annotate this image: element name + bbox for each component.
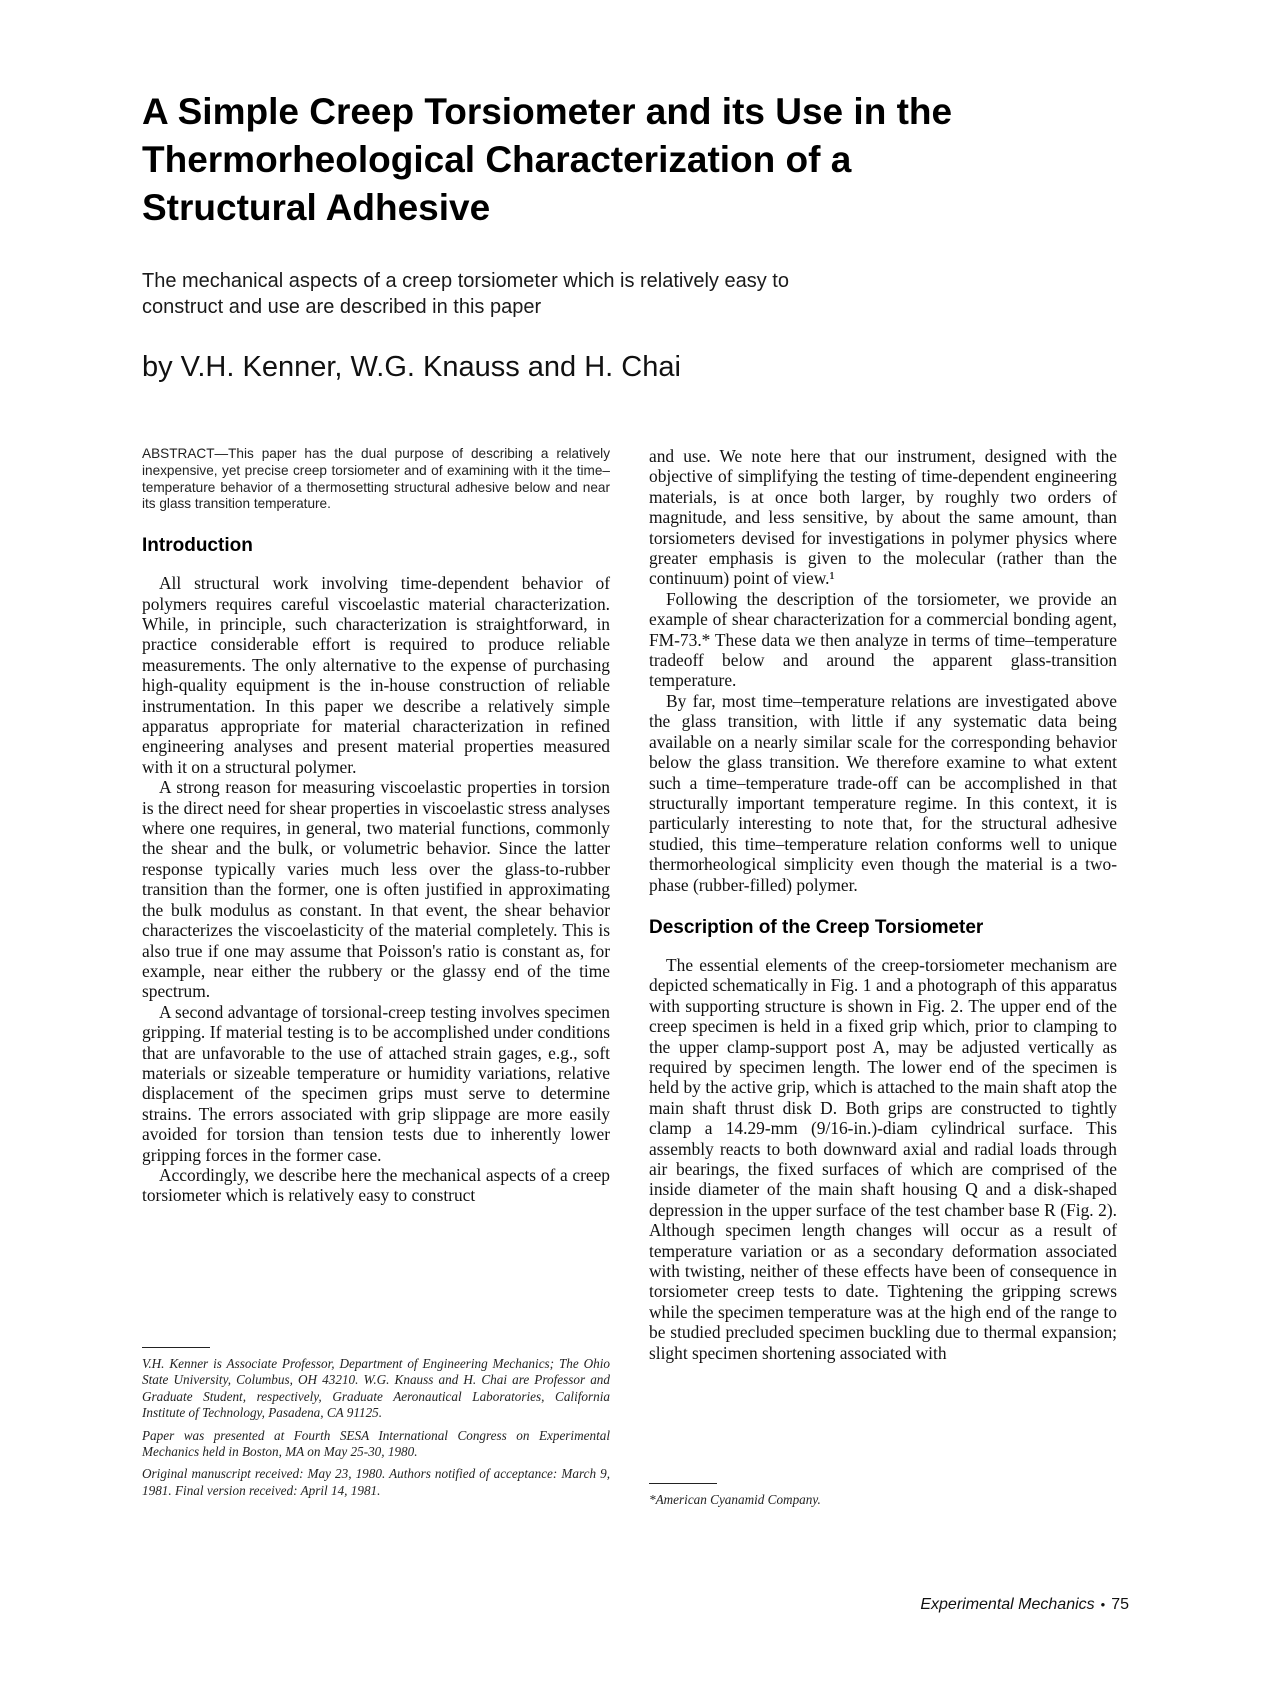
company-footnote: [649, 1483, 1117, 1514]
body-paragraph: The essential elements of the creep-torsiometer mechanism are depicted schematically in Fig. 1 and a photograph of this apparatus with supporting structure is shown in Fig. 2. The upper end of the creep specimen is held in a fixed grip which, prior to clamping to the upper clamp-support post A, may be adjusted vertically as required by specimen length. The lower end of the specimen is held by the active grip, which is attached to the main shaft atop the main shaft thrust disk D. Both grips are constructed to tightly clamp a 14.29-mm (9/16-in.)-diam cylindrical surface. This assembly reacts to both downward axial and radial loads through air bearings, the fixed surfaces of which are comprised of the inside diameter of the main shaft housing Q and a disk-shaped depression in the upper surface of the test chamber base R (Fig. 2). Although specimen length changes will occur as a result of temperature variation or as a secondary deformation associated with twisting, neither of these effects have been of consequence in torsiometer creep tests to date. Tightening the gripping screws while the specimen temperature was at the high end of the range to be studied precluded specimen buckling due to thermal expansion; slight specimen shortening associated with: [649, 954, 1117, 1363]
bullet-separator: •: [1100, 1597, 1106, 1612]
page-footer: [920, 1596, 1129, 1614]
body-paragraph: Following the description of the torsiometer, we provide an example of shear characterization for a commercial bonding agent, FM-73.* These data we then analyze in terms of time–temperature tradeoff below and around the apparent glass-transition temperature.: [649, 588, 1117, 691]
body-paragraph: All structural work involving time-dependent behavior of polymers requires careful viscoelastic material characterization. While, in principle, such characterization is straightforward, in practice considerable effort is required to produce reliable measurements. The only alternative to the expense of purchasing high-quality equipment is the in-house construction of reliable instrumentation. In this paper we describe a relatively simple apparatus appropriate for material characterization in refined engineering analyses and present material properties measured with it on a structural polymer.: [142, 573, 610, 777]
article-title: A Simple Creep Torsiometer and its Use in the Thermorheological Characterization of a Structural Adhesive: [142, 91, 953, 228]
body-paragraph: By far, most time–temperature relations are investigated above the glass transition, with little if any systematic data being available on a nearly similar scale for the corresponding behavior below the glass transition. We therefore examine to what extent such a time–temperature trade-off can be accomplished in that structurally important temperature regime. In this context, it is particularly interesting to note that, for the structural adhesive studied, this time–temperature relation conforms well to unique thermorheological simplicity even though the material is a two-phase (rubber-filled) polymer.: [649, 690, 1117, 895]
page-number: 75: [1111, 1596, 1129, 1613]
footnote-manuscript-dates: Original manuscript received: May 23, 1980. Authors notified of acceptance: March 9, 1981. Final version received: April 14, 1981.: [142, 1466, 610, 1498]
footnote-divider: [142, 1347, 210, 1348]
author-byline: by V.H. Kenner, W.G. Knauss and H. Chai: [142, 351, 681, 383]
article-subtitle: The mechanical aspects of a creep torsiometer which is relatively easy to construct and use are described in this paper: [142, 270, 789, 318]
journal-name: Experimental Mechanics: [920, 1596, 1095, 1613]
left-column: [142, 446, 610, 1206]
right-column: [649, 446, 1117, 1363]
footnote-divider: [649, 1483, 717, 1484]
footnote-company: *American Cyanamid Company.: [649, 1492, 821, 1507]
body-paragraph: and use. We note here that our instrument, designed with the objective of simplifying the testing of time-dependent engineering materials, is at once both larger, by roughly two orders of magnitude, and less sensitive, by about the same amount, than torsiometers devised for investigations in polymer physics where greater emphasis is given to the molecular (rather than the continuum) point of view.¹: [649, 446, 1117, 589]
footnote-affiliations: V.H. Kenner is Associate Professor, Department of Engineering Mechanics; The Ohio State University, Columbus, OH 43210. W.G. Knauss and H. Chai are Professor and Graduate Student, respectively, Graduate Aeronautical Laboratories, California Institute of Technology, Pasadena, CA 91125.: [142, 1356, 610, 1421]
author-footnotes: [142, 1347, 610, 1505]
body-paragraph: A second advantage of torsional-creep testing involves specimen gripping. If material testing is to be accomplished under conditions that are unfavorable to the use of attached strain gages, e.g., soft materials or sizeable temperature or humidity variations, relative displacement of the specimen grips must serve to determine strains. The errors associated with grip slippage are more easily avoided for torsion than tension tests due to inherently lower gripping forces in the former case.: [142, 1001, 610, 1165]
body-paragraph: A strong reason for measuring viscoelastic properties in torsion is the direct need for shear properties in viscoelastic stress analyses where one requires, in general, two material functions, commonly the shear and the bulk, or volumetric behavior. Since the latter response typically varies much less over the glass-to-rubber transition than the former, one is often justified in approximating the bulk modulus as constant. In that event, the shear behavior characterizes the viscoelasticity of the material completely. This is also true if one may assume that Poisson's ratio is constant as, for example, near either the rubbery or the glassy end of the time spectrum.: [142, 777, 610, 1002]
section-heading-description: Description of the Creep Torsiometer: [649, 916, 984, 938]
body-paragraph: Accordingly, we describe here the mechanical aspects of a creep torsiometer which is relatively easy to construct: [142, 1164, 610, 1206]
footnote-presentation: Paper was presented at Fourth SESA International Congress on Experimental Mechanics held in Boston, MA on May 25-30, 1980.: [142, 1427, 610, 1460]
abstract: ABSTRACT—This paper has the dual purpose of describing a relatively inexpensive, yet precise creep torsiometer and of examining with it the time–temperature behavior of a thermosetting structural adhesive below and near its glass transition temperature.: [142, 446, 610, 512]
section-heading-introduction: Introduction: [142, 535, 253, 557]
